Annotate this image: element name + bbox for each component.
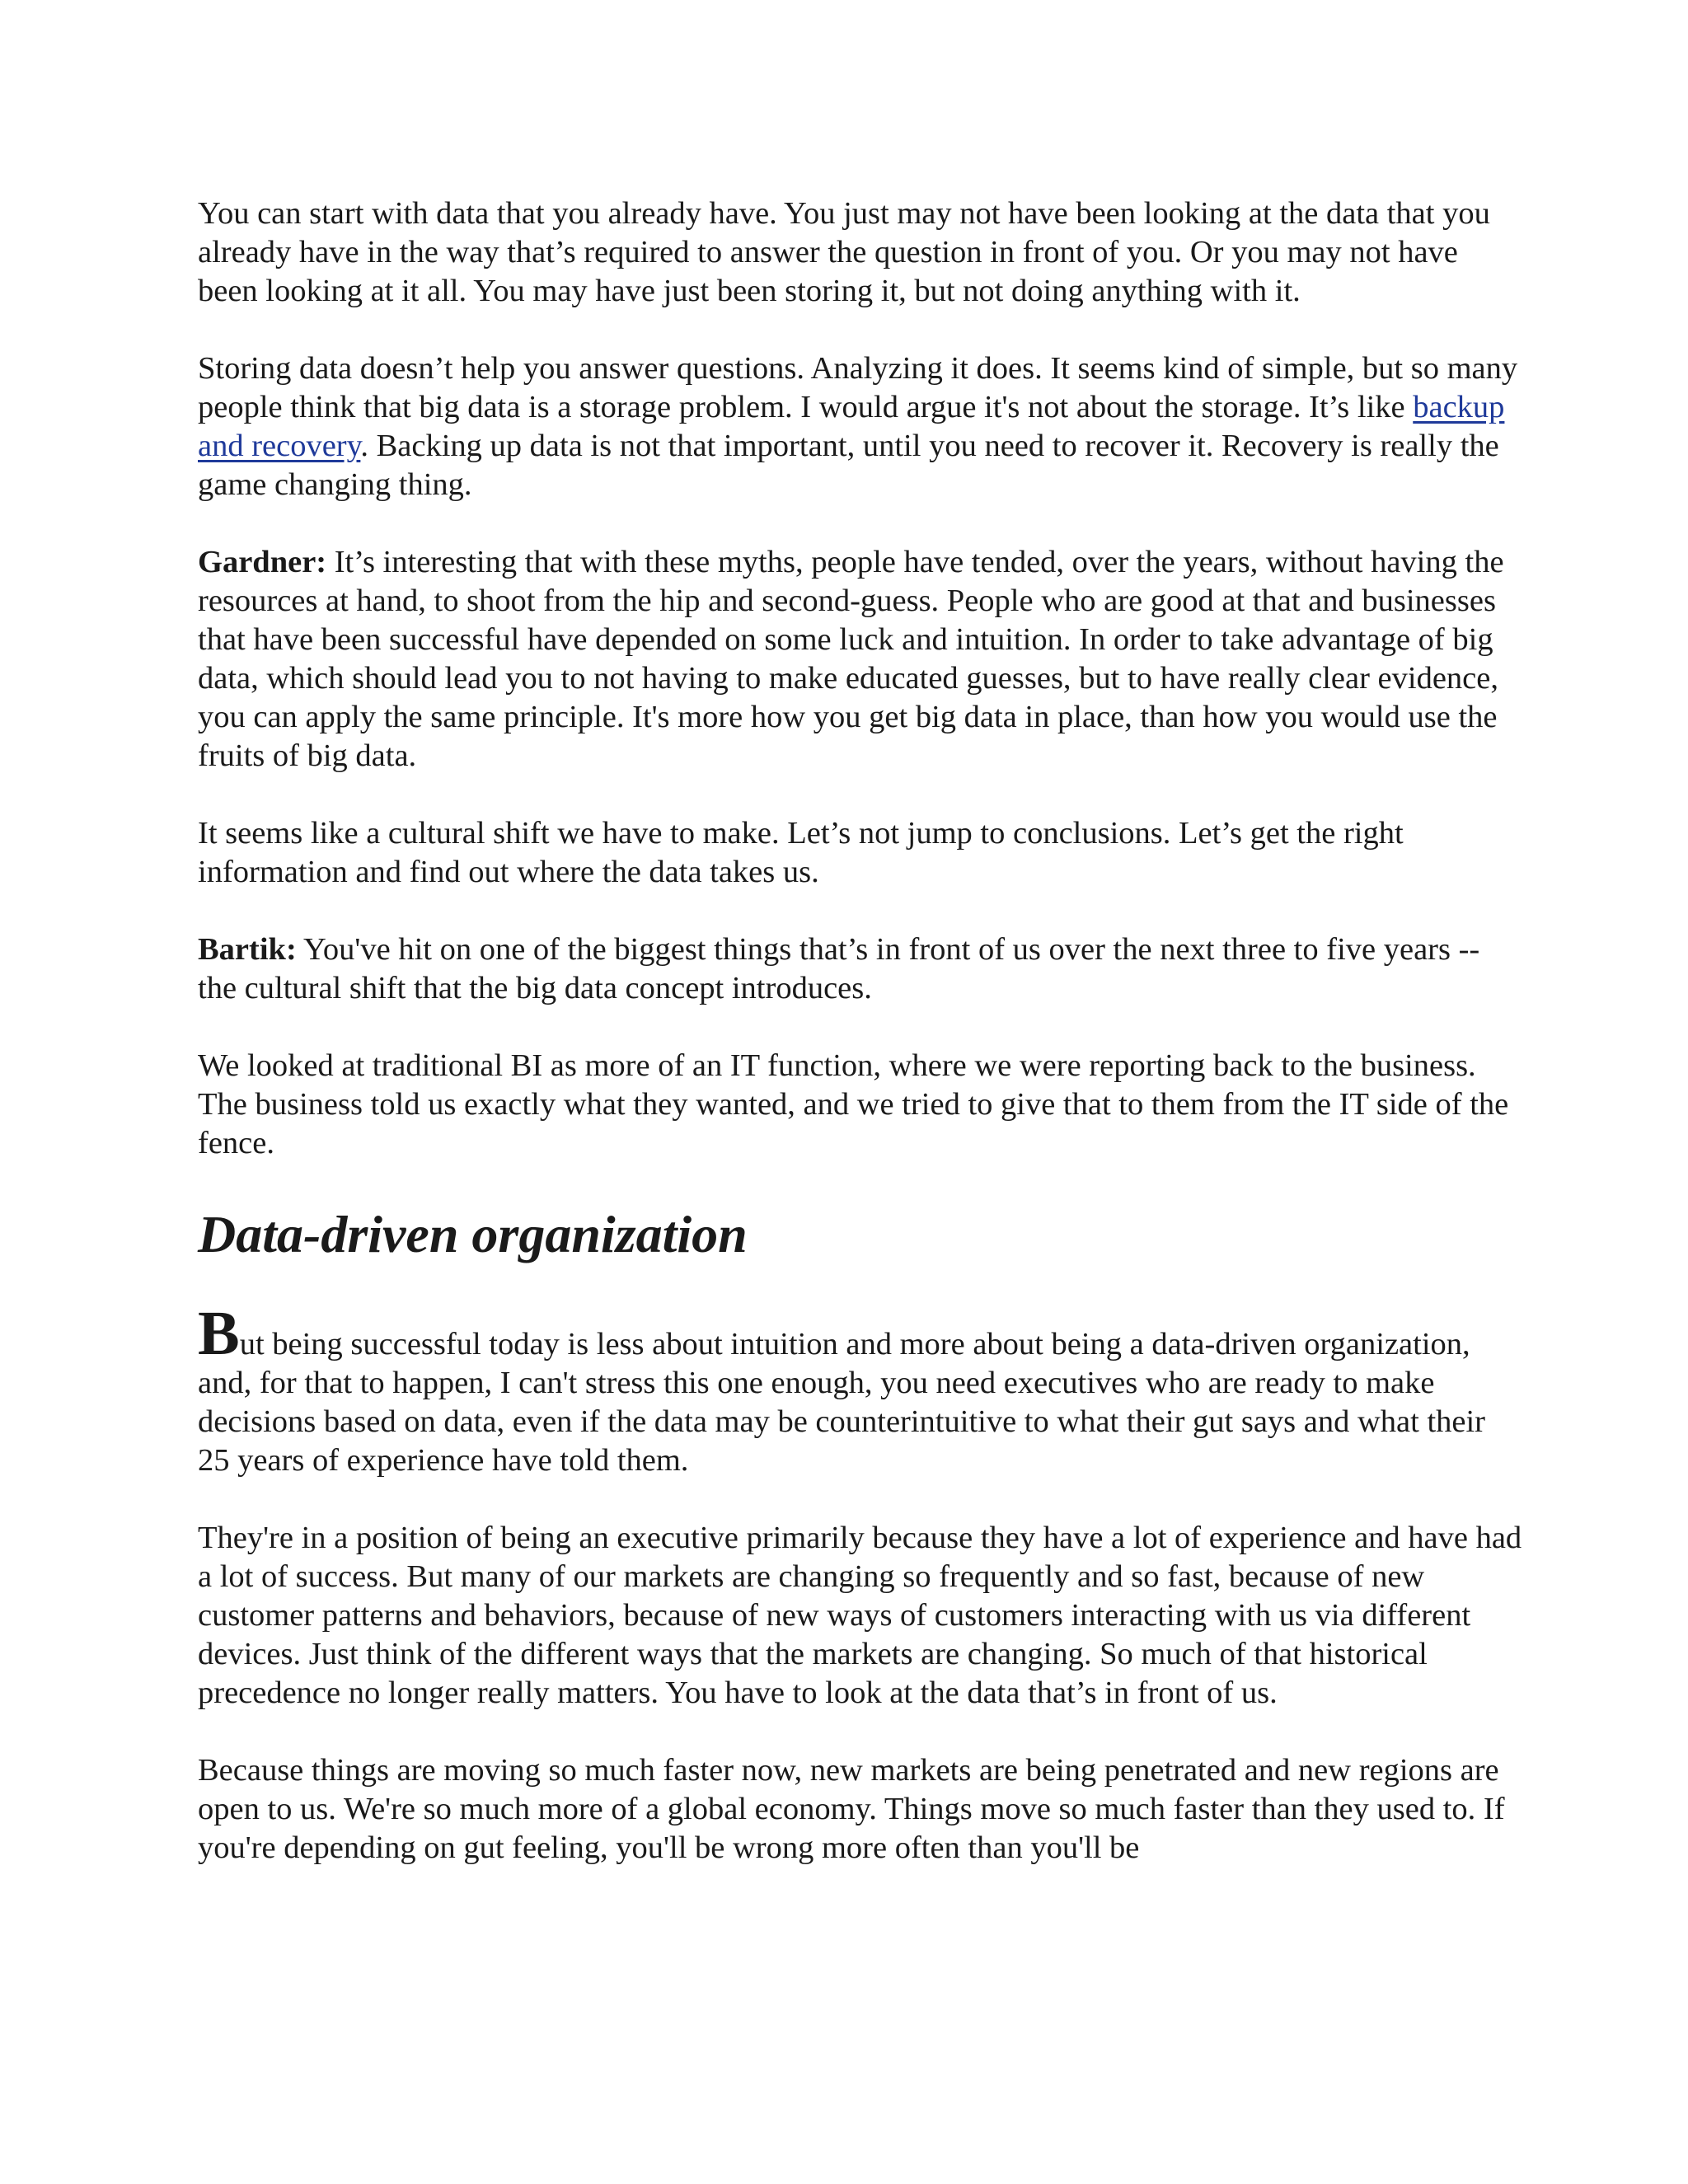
paragraph-existing-data: You can start with data that you already have. You just may not have been looking at the data that you already have in the way that’s required to answer the question in front of you. Or you may not have been looking at it all. You may have just been storing it, but not doing anything with it.: [198, 196, 1490, 308]
paragraph-text: It’s interesting that with these myths, people have tended, over the years, without having the resources at hand, to shoot from the hip and second-guess. People who are good at that and businesses that have been successful have depended on some luck and intuition. In order to take advantage of big data, which should lead you to not having to make educated guesses, but to have really clear evidence, you can apply the same principle. It's more how you get big data in place, than how you would use the fruits of big data.: [198, 545, 1504, 773]
backup-and-recovery-link[interactable]: backup and recovery: [198, 390, 1505, 463]
section-heading: Data-driven organization: [198, 1205, 748, 1263]
speaker-name-gardner: Gardner:: [198, 545, 327, 579]
paragraph-traditional-bi: We looked at traditional BI as more of an IT function, where we were reporting back to the business. The business told us exactly what they wanted, and we tried to give that to them from the IT side of the fence.: [198, 1048, 1509, 1160]
paragraph-executive-position: They're in a position of being an executive primarily because they have a lot of experience and have had a lot of success. But many of our markets are changing so frequently and so fast, because of new customer patterns and behaviors, because of new ways of customers interacting with us via different devices. Just think of the different ways that the markets are changing. So much of that historical precedence no longer really matters. You have to look at the data that’s in front of us.: [198, 1521, 1522, 1710]
paragraph-text: ut being successful today is less about intuition and more about being a data-driven organization, and, for that to happen, I can't stress this one enough, you need executives who are ready to make decisions based on data, even if the data may be counterintuitive to what their gut says and what their 25 years of experience have told them.: [198, 1327, 1485, 1478]
paragraph-bartik: [198, 930, 1525, 1008]
paragraph-storing-data: [198, 349, 1525, 504]
paragraph-gardner: [198, 543, 1525, 776]
drop-cap-letter: B: [198, 1299, 240, 1368]
paragraph-text: . Backing up data is not that important, until you need to recover it. Recovery is really the game changing thing.: [198, 429, 1499, 502]
paragraph-data-driven: [198, 1299, 1525, 1480]
paragraph-cultural-shift: It seems like a cultural shift we have to make. Let’s not jump to conclusions. Let’s get the right information and find out where the data takes us.: [198, 816, 1404, 889]
paragraph-text: You've hit on one of the biggest things that’s in front of us over the next three to five years -- the cultural shift that the big data concept introduces.: [198, 932, 1480, 1005]
speaker-name-bartik: Bartik:: [198, 932, 297, 967]
paragraph-text: Storing data doesn’t help you answer questions. Analyzing it does. It seems kind of simple, but so many people think that big data is a storage problem. I would argue it's not about the storage. It’s like: [198, 351, 1518, 424]
paragraph-moving-faster: Because things are moving so much faster now, new markets are being penetrated and new regions are open to us. We're so much more of a global economy. Things move so much faster than they used to. If you're depending on gut feeling, you'll be wrong more often than you'll be: [198, 1753, 1505, 1865]
document-page: [198, 194, 1525, 1906]
